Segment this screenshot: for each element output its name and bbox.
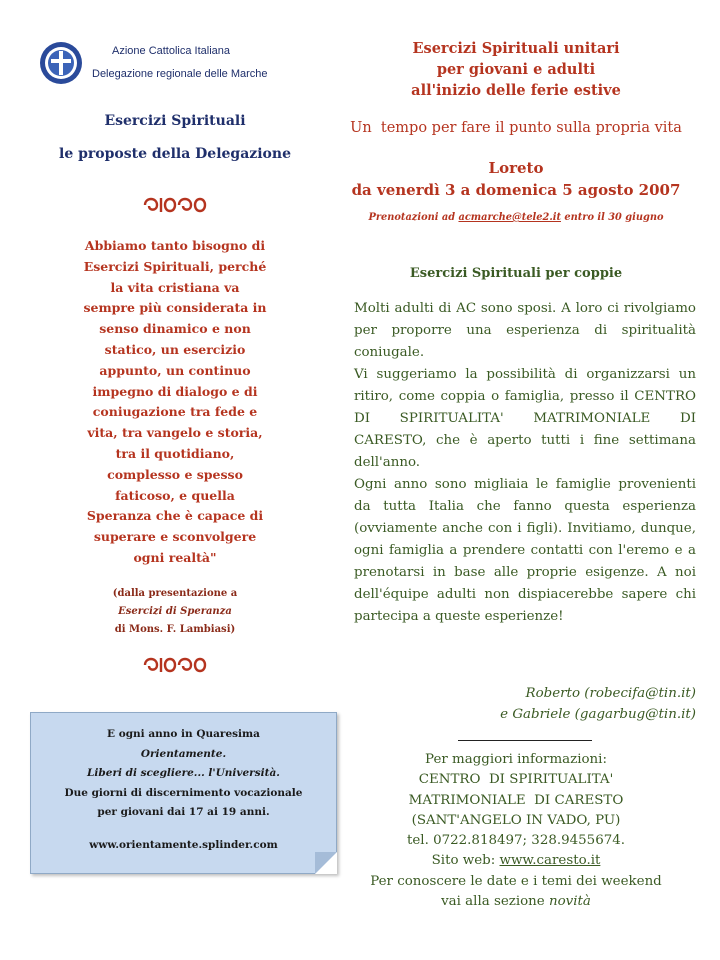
note-text	[31, 725, 336, 823]
event-place: Loreto	[488, 159, 544, 177]
tagline: Un tempo per fare il punto sulla propria vita	[350, 120, 682, 136]
page-curl-corner	[315, 852, 337, 874]
info-section-name: novità	[548, 894, 591, 910]
main-title-line1: Esercizi Spirituali unitari	[412, 40, 620, 57]
citation-line1: (dalla presentazione a	[112, 588, 238, 599]
info-line2: MATRIMONIALE DI CARESTO	[408, 792, 624, 808]
info-section-prefix: vai alla sezione	[441, 894, 549, 910]
body-paragraph: Molti adulti di AC sono sposi. A loro ci rivolgiamo per proporre una esperienza di spiritualità coniugale.	[354, 301, 696, 360]
body-paragraph: Ogni anno sono migliaia le famiglie provenienti da tutta Italia che fanno questa esperienza (ovviamente anche con i figli). Invitiamo, dunque, ogni famiglia a prendere contatti con l'eremo e a prenotarsi in base alle proprie esigenze. A noi dell'équipe adulti non dispiacerebbe sapere chi partecipa a queste esperienze!	[354, 477, 696, 624]
quote-line: ogni realtà"	[133, 549, 217, 565]
booking-info	[336, 212, 696, 223]
left-title	[30, 105, 320, 171]
left-title-line1: Esercizi Spirituali	[104, 113, 246, 129]
quote-line: sempre più considerata in	[83, 300, 267, 316]
left-title-line2: le proposte della Delegazione	[59, 146, 291, 162]
citation-line3: di Mons. F. Lambiasi)	[114, 624, 236, 635]
main-title	[336, 38, 696, 101]
info-title: Per maggiori informazioni:	[425, 752, 607, 767]
quote-line: faticoso, e quella	[115, 487, 235, 503]
quote-line: superare e sconvolgere	[93, 529, 257, 545]
citation-line2: Esercizi di Speranza	[118, 606, 232, 617]
quote-line: appunto, un continuo	[99, 362, 251, 378]
quote-line: senso dinamico e non	[99, 321, 251, 337]
info-line1: CENTRO DI SPIRITUALITA'	[418, 772, 614, 788]
separator-line	[458, 740, 592, 741]
booking-prefix: Prenotazioni ad	[368, 212, 459, 223]
body-paragraph: Vi suggeriamo la possibilità di organizzarsi un ritiro, come coppia o famiglia, presso il CENTRO DI SPIRITUALITA' MATRIMONIALE DI CARESTO, che è aperto tutti i fine settimana dell'anno.	[354, 367, 696, 470]
quote-line: vita, tra vangelo e storia,	[87, 425, 263, 441]
info-weekend: Per conoscere le date e i temi dei weekend	[370, 873, 662, 889]
booking-email-link[interactable]: acmarche@tele2.it	[458, 212, 561, 223]
info-section	[336, 892, 696, 912]
quote-text	[64, 236, 286, 569]
quote-line: la vita cristiana va	[110, 279, 240, 295]
quote-line: coniugazione tra fede e	[92, 404, 258, 420]
note-line5: per giovani dai 17 ai 19 anni.	[97, 806, 270, 818]
couples-body	[354, 298, 696, 628]
signature-line2: e Gabriele (gagarbug@tin.it)	[500, 707, 696, 722]
main-title-line3: all'inizio delle ferie estive	[411, 82, 621, 99]
quote-line: Speranza che è capace di	[86, 508, 264, 524]
booking-suffix: entro il 30 giugno	[560, 212, 664, 223]
quote-line: statico, un esercizio	[104, 341, 246, 357]
caresto-website-link[interactable]: www.caresto.it	[499, 853, 601, 869]
ornament-top	[30, 194, 320, 221]
quote-line: Abbiamo tanto bisogno di	[84, 238, 266, 253]
ornament-bottom	[30, 654, 320, 681]
info-phone: tel. 0722.818497; 328.9455674.	[406, 833, 626, 849]
quote-line: impegno di dialogo e di	[92, 383, 258, 399]
couples-title: Esercizi Spirituali per coppie	[409, 266, 623, 281]
ac-logo	[38, 40, 84, 86]
note-website-link[interactable]: www.orientamente.splinder.com	[89, 839, 278, 851]
note-line3: Liberi di scegliere... l'Università.	[87, 767, 280, 779]
signature	[354, 683, 696, 725]
signature-line1: Roberto (robecifa@tin.it)	[525, 686, 696, 701]
more-info	[336, 750, 696, 912]
orientamente-note	[30, 712, 337, 874]
quote-line: tra il quotidiano,	[115, 445, 235, 461]
event-place-dates	[336, 157, 696, 201]
event-dates: da venerdì 3 a domenica 5 agosto 2007	[351, 181, 681, 199]
note-line2: Orientamente.	[140, 747, 227, 760]
info-site-prefix: Sito web:	[431, 853, 500, 869]
note-line1: E ogni anno in Quaresima	[107, 728, 260, 740]
info-line3: (SANT'ANGELO IN VADO, PU)	[411, 812, 621, 828]
quote-line: Esercizi Spirituali, perché	[83, 258, 267, 274]
org-name: Azione Cattolica Italiana	[112, 45, 231, 57]
main-title-line2: per giovani e adulti	[436, 61, 596, 78]
citation	[64, 585, 286, 639]
info-site	[336, 851, 696, 871]
org-subtitle: Delegazione regionale delle Marche	[92, 68, 268, 80]
note-line4: Due giorni di discernimento vocazionale	[64, 786, 303, 799]
quote-line: complesso e spesso	[107, 466, 243, 482]
